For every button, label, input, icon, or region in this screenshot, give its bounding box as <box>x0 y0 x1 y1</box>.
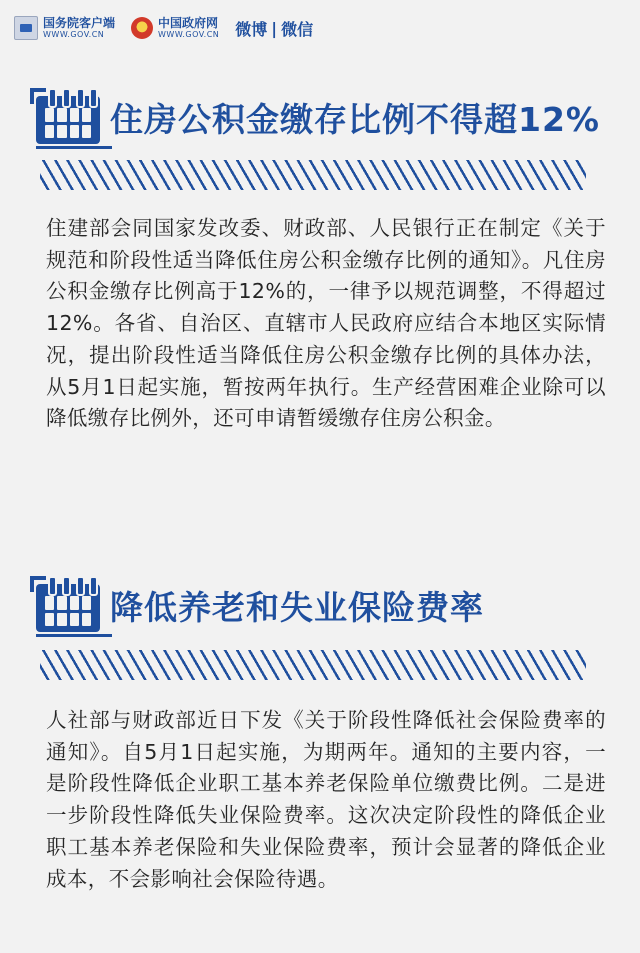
app-name: 国务院客户端 <box>43 16 116 30</box>
section-2-divider <box>40 650 586 680</box>
section-1-title: 住房公积金缴存比例不得超12% <box>110 99 600 139</box>
section-2-body: 人社部与财政部近日下发《关于阶段性降低社会保险费率的通知》。自5月1日起实施，为期两年。通知的主要内容，一是阶段性降低企业职工基本养老保险单位缴费比例。二是进一步阶段性降低失业保险费率。这次决定阶段性的降低企业职工基本养老保险和失业保险费率，预计会显著的降低企业成本，不会影响社会保险待遇。 <box>46 708 606 891</box>
section-2-title: 降低养老和失业保险费率 <box>110 587 484 627</box>
section-1-divider <box>40 160 586 190</box>
site-logo[interactable] <box>131 17 219 39</box>
section-2-header <box>36 576 484 634</box>
section-1-body: 住建部会同国家发改委、财政部、人民银行正在制定《关于规范和阶段性适当降低住房公积金缴存比例的通知》。凡住房公积金缴存比例高于12%的，一律予以规范调整，不得超过12%。各省、自治区、直辖市人民政府应结合本地区实际情况，提出阶段性适当降低住房公积金缴存比例的具体办法，从5月1日起实施，暂按两年执行。生产经营困难企业除可以降低缴存比例外，还可申请暂缓缴存住房公积金。 <box>46 216 606 431</box>
social-links <box>235 17 313 40</box>
app-logo-icon <box>14 16 38 40</box>
calendar-icon <box>36 576 100 634</box>
weixin-link[interactable]: 微信 <box>281 19 314 39</box>
national-emblem-icon <box>131 17 153 39</box>
section-1-header <box>36 88 600 146</box>
site-name: 中国政府网 <box>158 16 219 30</box>
calendar-icon <box>36 88 100 146</box>
header-bar <box>14 12 313 44</box>
social-separator: | <box>271 18 278 38</box>
app-logo[interactable] <box>14 16 115 40</box>
app-url: WWW.GOV.CN <box>43 30 105 39</box>
weibo-link[interactable]: 微博 <box>235 19 268 39</box>
site-url: WWW.GOV.CN <box>158 30 220 39</box>
